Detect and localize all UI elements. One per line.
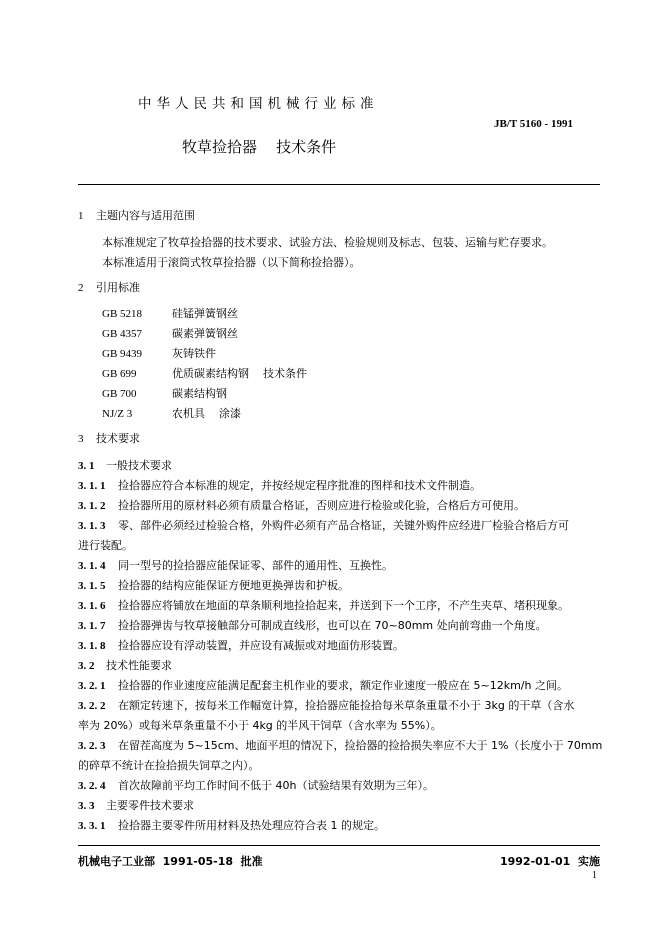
reference-code: GB 700: [102, 388, 137, 400]
clause-number: 3. 1. 7: [78, 620, 106, 632]
header-divider: [78, 184, 600, 185]
clause-title: 一般技术要求: [106, 459, 172, 472]
clause-3-1-3: [78, 519, 569, 533]
reference-name: 灰铸铁件: [172, 347, 216, 360]
clause-3-1-7: [78, 619, 547, 633]
reference-item: [102, 387, 227, 401]
clause-text: 同一型号的捡拾器应能保证零、部件的通用性、互换性。: [118, 559, 393, 572]
reference-name: 农机具 涂漆: [172, 407, 241, 420]
clause-title: 技术性能要求: [106, 659, 172, 672]
clause-3-2-2: [78, 699, 574, 713]
section-title: 主题内容与适用范围: [96, 209, 195, 222]
clause-text: 捡拾器的结构应能保证方便地更换弹齿和护板。: [118, 579, 349, 592]
section-title: 引用标准: [96, 281, 140, 294]
reference-item: [102, 347, 216, 361]
clause-3-1-4: [78, 559, 393, 573]
standard-title: 中华人民共和国机械行业标准: [138, 96, 379, 112]
clause-text: 捡拾器主要零件所用材料及热处理应符合表 1 的规定。: [118, 819, 385, 832]
reference-code: NJ/Z 3: [102, 408, 133, 420]
clause-number: 3. 2. 3: [78, 740, 106, 752]
clause-number: 3. 3: [78, 800, 95, 812]
section-number: 3: [78, 433, 84, 445]
clause-text: 零、部件必须经过检验合格，外购件必须有产品合格证，关键外购件应经进厂检验合格后方可: [118, 519, 569, 532]
clause-text: 在留茬高度为 5~15cm、地面平坦的情况下，捡拾器的捡拾损失率应不大于 1%（长度小于 70mm: [118, 739, 603, 752]
issue-approval: 机械电子工业部 1991-05-18 批准: [78, 855, 263, 868]
clause-text: 捡拾器的作业速度应能满足配套主机作业的要求，额定作业速度一般应在 5~12km/h 之间。: [118, 679, 568, 692]
clause-number: 3. 2. 4: [78, 780, 106, 792]
paragraph-applicability: 本标准适用于滚筒式牧草捡拾器（以下简称捡拾器）。: [102, 256, 361, 269]
clause-3-3: [78, 799, 194, 813]
clause-number: 3. 1. 6: [78, 600, 106, 612]
clause-text: 捡拾器所用的原材料必须有质量合格证，否则应进行检验或化验，合格后方可使用。: [118, 499, 525, 512]
clause-text: 首次故障前平均工作时间不低于 40h（试验结果有效期为三年）。: [118, 779, 434, 792]
clause-text: 捡拾器应设有浮动装置，并应设有减振或对地面仿形装置。: [118, 639, 404, 652]
reference-code: GB 5218: [102, 308, 143, 320]
clause-text: 在额定转速下，按每米工作幅宽计算，捡拾器应能捡拾每米草条重量不小于 3kg 的干草（含水: [118, 699, 575, 712]
page-number: 1: [592, 870, 597, 881]
reference-name: 碳素结构钢: [172, 387, 227, 400]
reference-item: [102, 327, 238, 341]
clause-text: 捡拾器应符合本标准的规定，并按经规定程序批准的图样和技术文件制造。: [118, 479, 481, 492]
section-3-heading: [78, 432, 140, 446]
clause-number: 3. 2: [78, 660, 95, 672]
reference-item: [102, 367, 307, 381]
clause-3-1-2: [78, 499, 525, 513]
clause-3-2-1: [78, 679, 568, 693]
clause-3-1-1: [78, 479, 481, 493]
section-number: 2: [78, 282, 84, 294]
section-1-heading: [78, 209, 195, 223]
reference-code: GB 4357: [102, 328, 143, 340]
clause-text: 捡拾器应将铺放在地面的草条顺利地捡拾起来，并送到下一个工序，不产生夹草、堵积现象。: [118, 599, 569, 612]
reference-code: GB 9439: [102, 348, 143, 360]
reference-code: GB 699: [102, 368, 137, 380]
clause-number: 3. 2. 1: [78, 680, 106, 692]
footer-divider: [78, 845, 600, 846]
effective-date: 1992-01-01 实施: [499, 855, 600, 868]
paragraph-scope: 本标准规定了牧草捡拾器的技术要求、试验方法、检验规则及标志、包装、运输与贮存要求。: [102, 236, 553, 249]
clause-text: 捡拾器弹齿与牧草接触部分可制成直线形，也可以在 70~80mm 处向前弯曲一个角度。: [118, 619, 547, 632]
clause-number: 3. 1. 2: [78, 500, 106, 512]
clause-title: 主要零件技术要求: [106, 799, 194, 812]
reference-name: 碳素弹簧钢丝: [172, 327, 238, 340]
section-2-heading: [78, 281, 140, 295]
section-title: 技术要求: [96, 432, 140, 445]
reference-item: [102, 407, 241, 421]
clause-3-2: [78, 659, 172, 673]
reference-item: [102, 307, 238, 321]
clause-number: 3. 1. 8: [78, 640, 106, 652]
clause-3-1-5: [78, 579, 349, 593]
clause-3-1-6: [78, 599, 569, 613]
clause-3-2-4: [78, 779, 434, 793]
clause-3-1-3-continuation: 进行装配。: [78, 539, 133, 552]
standard-code: JB/T 5160 - 1991: [494, 118, 573, 130]
clause-number: 3. 3. 1: [78, 820, 106, 832]
clause-3-2-2-continuation: 率为 20%）或每米草条重量不小于 4kg 的半风干饲草（含水率为 55%）。: [78, 719, 442, 732]
section-number: 1: [78, 210, 84, 222]
clause-number: 3. 1. 4: [78, 560, 106, 572]
clause-3-2-3: [78, 739, 602, 753]
clause-3-1: [78, 459, 172, 473]
clause-number: 3. 1: [78, 460, 95, 472]
clause-number: 3. 1. 1: [78, 480, 106, 492]
clause-number: 3. 1. 3: [78, 520, 106, 532]
clause-3-1-8: [78, 639, 404, 653]
clause-3-3-1: [78, 819, 385, 833]
clause-number: 3. 2. 2: [78, 700, 106, 712]
clause-number: 3. 1. 5: [78, 580, 106, 592]
document-title: 牧草捡拾器 技术条件: [182, 138, 337, 156]
reference-name: 硅锰弹簧钢丝: [172, 307, 238, 320]
clause-3-2-3-continuation: 的碎草不统计在捡拾损失饲草之内）。: [78, 759, 260, 772]
reference-name: 优质碳素结构钢 技术条件: [172, 367, 307, 380]
